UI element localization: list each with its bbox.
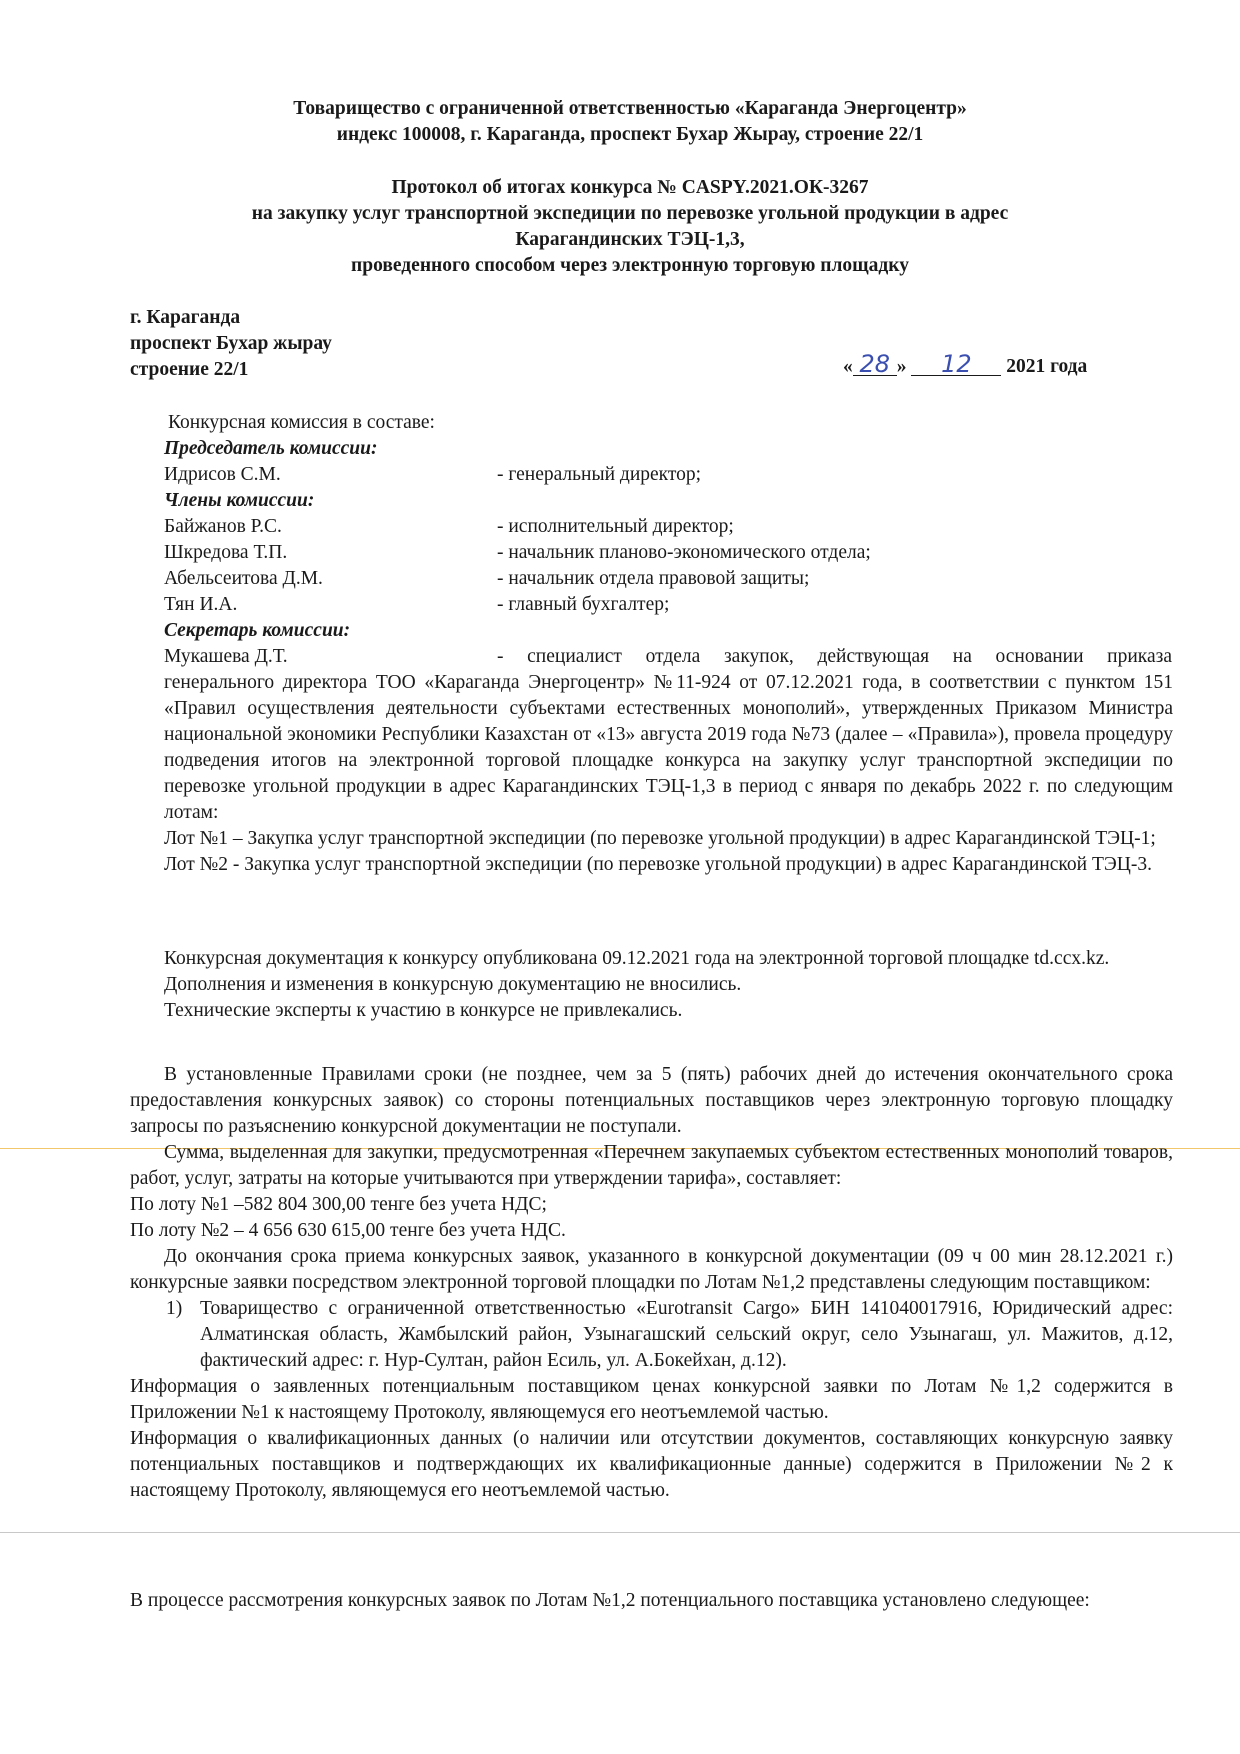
- member-role: - исполнительный директор;: [497, 516, 734, 537]
- organization-address: индекс 100008, г. Караганда, проспект Бухар Жырау, строение 22/1: [336, 124, 924, 145]
- supplier-list-item: [130, 1296, 1173, 1374]
- date-year: 2021 года: [1006, 356, 1088, 377]
- member-role: - главный бухгалтер;: [497, 594, 670, 615]
- no-changes-paragraph: Дополнения и изменения в конкурсную документацию не вносились.: [164, 974, 742, 995]
- protocol-place: [130, 305, 332, 383]
- member-role: - начальник отдела правовой защиты;: [497, 568, 810, 589]
- place-street: проспект Бухар жырау: [130, 333, 332, 354]
- member-role: - специалист отдела закупок, действующая на основании приказа: [497, 646, 1172, 667]
- sum-intro-paragraph: Сумма, выделенная для закупки, предусмотренная «Перечнем закупаемых субъектом естественных монополий товаров, работ, услуг, затраты на которые учитываются при утверждении тарифа», составляет:: [130, 1142, 1173, 1189]
- member-name: Мукашева Д.Т.: [164, 646, 288, 667]
- date-day-handwritten: 28: [853, 353, 897, 376]
- member-row: [164, 514, 1174, 540]
- protocol-title: [130, 175, 1130, 279]
- title-line-1: Протокол об итогах конкурса № CASPY.2021.ОК-3267: [391, 177, 869, 198]
- protocol-body-4: [130, 1588, 1173, 1614]
- member-row: [164, 592, 1174, 618]
- members-caption: Члены комиссии:: [164, 490, 315, 511]
- member-role: - начальник планово-экономического отдела;: [497, 542, 871, 563]
- commission-intro: Конкурсная комиссия в составе:: [168, 412, 435, 433]
- publication-paragraph: Конкурсная документация к конкурсу опубликована 09.12.2021 года на электронной торговой площадке td.ccx.kz.: [164, 948, 1110, 969]
- member-name: Абельсеитова Д.М.: [164, 568, 323, 589]
- bids-intro-paragraph: До окончания срока приема конкурсных заявок, указанного в конкурсной документации (09 ч 00 мин 28.12.2021 г.) конкурсные заявки посредством электронной торговой площадки по Лотам №1,2 представлены следующим поставщиком:: [130, 1246, 1173, 1293]
- member-role: - генеральный директор;: [497, 464, 702, 485]
- chairman-row: [164, 462, 1174, 488]
- review-paragraph: В процессе рассмотрения конкурсных заявок по Лотам №1,2 потенциального поставщика установлено следующее:: [130, 1590, 1090, 1611]
- organization-header: [130, 96, 1130, 148]
- protocol-date: [843, 350, 1088, 380]
- member-name: Идрисов С.М.: [164, 464, 281, 485]
- title-line-4: проведенного способом через электронную торговую площадку: [351, 255, 909, 276]
- secretary-authority-paragraph: генерального директора ТОО «Караганда Энергоцентр» №11-924 от 07.12.2021 года, в соответствии с пунктом 151 «Правил осуществления деятельности субъектами естественных монополий», утвержденных Приказом Министра национальной экономики Республики Казахстан от «13» августа 2019 года №73 (далее – «Правила»), провела процедуру подведения итогов на электронной торговой площадке конкурса на закупку услуг транспортной экспедиции по перевозке угольной продукции в адрес Карагандинских ТЭЦ-1,3 в период с января по декабрь 2022 г. по следующим лотам:: [164, 672, 1173, 823]
- no-experts-paragraph: Технические эксперты к участию в конкурсе не привлекались.: [164, 1000, 683, 1021]
- lot-1-description: Лот №1 – Закупка услуг транспортной экспедиции (по перевозке угольной продукции) в адрес Карагандинской ТЭЦ-1;: [164, 828, 1156, 849]
- member-name: Шкредова Т.П.: [164, 542, 288, 563]
- organization-name: Товарищество с ограниченной ответственностью «Караганда Энергоцентр»: [293, 98, 967, 119]
- protocol-body-1: [164, 670, 1173, 878]
- supplier-description: Товарищество с ограниченной ответственностью «Eurotransit Cargo» БИН 141040017916, Юридический адрес: Алматинская область, Жамбылский район, Узынагашский сельский округ, село Узынагаш, ул. Мажитов, д.12, фактический адрес: г. Нур-Султан, район Есиль, ул. А.Бокейхан, д.12).: [200, 1298, 1173, 1371]
- date-open-quote: «: [843, 356, 853, 377]
- no-requests-paragraph: В установленные Правилами сроки (не позднее, чем за 5 (пять) рабочих дней до истечения окончательного срока предоставления конкурсных заявок) со стороны потенциальных поставщиков через электронную торговую площадку запросы по разъяснению конкурсной документации не поступали.: [130, 1064, 1173, 1137]
- place-city: г. Караганда: [130, 307, 241, 328]
- date-close-quote: »: [896, 356, 907, 377]
- protocol-body-3: [130, 1062, 1173, 1504]
- lot-2-description: Лот №2 - Закупка услуг транспортной экспедиции (по перевозке угольной продукции) в адрес Карагандинской ТЭЦ-3.: [164, 854, 1152, 875]
- annex-1-paragraph: Информация о заявленных потенциальным поставщиком ценах конкурсной заявки по Лотам №1,2 содержится в Приложении №1 к настоящему Протоколу, являющемуся его неотъемлемой частью.: [130, 1376, 1173, 1423]
- member-row: [164, 540, 1174, 566]
- member-name: Байжанов Р.С.: [164, 516, 282, 537]
- member-row: [164, 566, 1174, 592]
- scan-line-bottom: [0, 1532, 1240, 1533]
- member-name: Тян И.А.: [164, 594, 238, 615]
- secretary-caption: Секретарь комиссии:: [164, 620, 351, 641]
- date-month-handwritten: 12: [911, 353, 1001, 376]
- protocol-body-2: [164, 946, 1173, 1024]
- sum-lot-1: По лоту №1 –582 804 300,00 тенге без учета НДС;: [130, 1194, 547, 1215]
- chairman-caption: Председатель комиссии:: [164, 438, 378, 459]
- sum-lot-2: По лоту №2 – 4 656 630 615,00 тенге без учета НДС.: [130, 1220, 566, 1241]
- secretary-row: [164, 644, 1174, 670]
- annex-2-paragraph: Информация о квалификационных данных (о наличии или отсутствии документов, составляющих конкурсную заявку потенциальных поставщиков и подтверждающих их квалификационные данные) содержится в Приложении №2 к настоящему Протоколу, являющемуся его неотъемлемой частью.: [130, 1428, 1173, 1501]
- title-line-2: на закупку услуг транспортной экспедиции по перевозке угольной продукции в адрес: [251, 203, 1009, 224]
- title-line-3: Карагандинских ТЭЦ-1,3,: [515, 229, 745, 250]
- place-building: строение 22/1: [130, 359, 249, 380]
- supplier-number: 1): [166, 1298, 183, 1319]
- commission-list: [164, 410, 1174, 670]
